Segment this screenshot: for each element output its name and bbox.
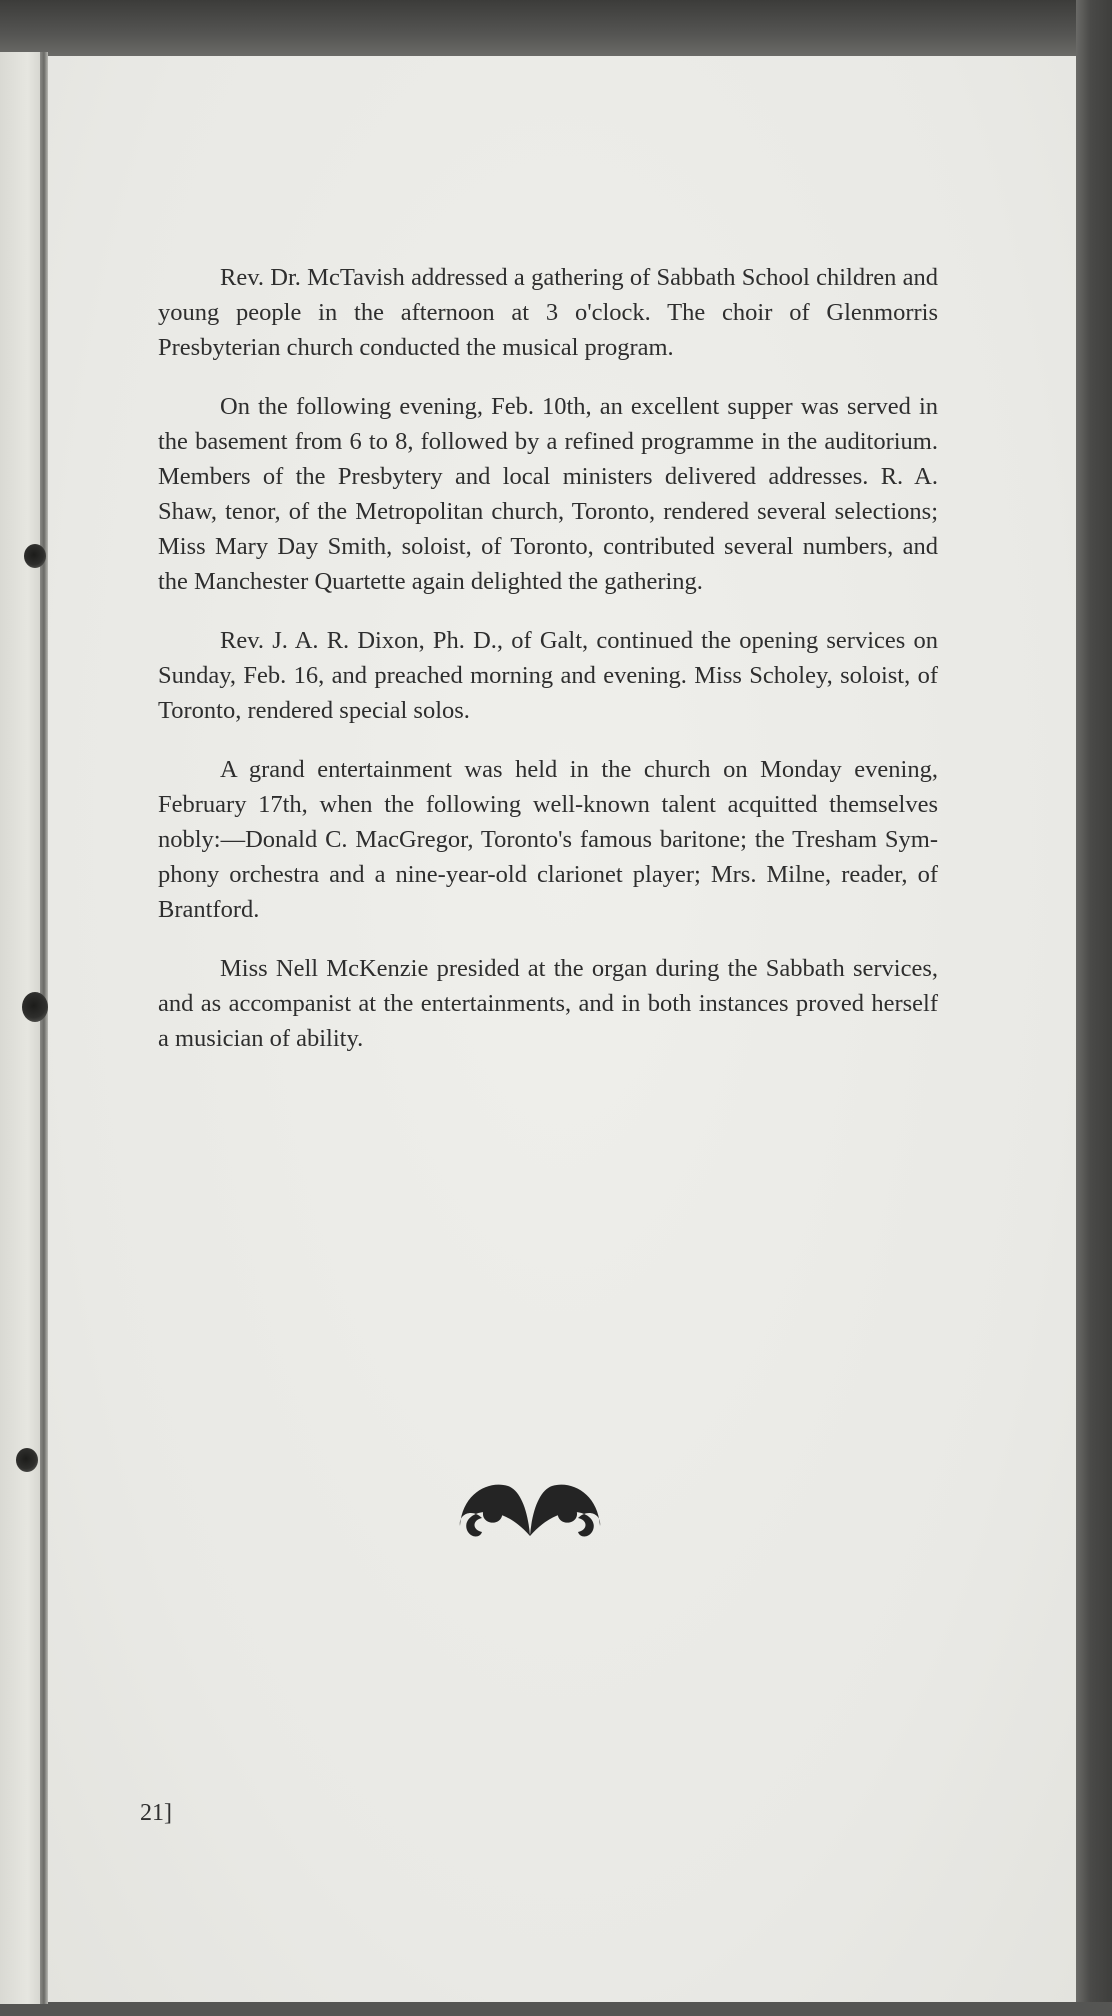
page-number: 21] [140,1800,172,1826]
paragraph: On the following evening, Feb. 10th, an excellent supper was served in the basement from 6 to 8, followed by a refined programme in the auditorium. Members of the Presbytery and local ministers delivered addresses. R. A. Shaw, tenor, of the Metropolitan church, Toronto, rendered several selections; Miss Mary Day Smith, soloist, of Toronto, contributed several numbers, and the Manchester Quartette again delighted the gathering. [158,393,938,595]
paragraph: Rev. Dr. McTavish addressed a gathering of Sabbath School children and young people in the afternoon at 3 o'clock. The choir of Glenmorris Presbyterian church conducted the musical program. [158,264,938,361]
paragraph: A grand entertainment was held in the church on Monday evening, February 17th, when the following well-known talent acquitted themselves nobly:—Donald C. MacGregor, Toronto's famous baritone; the Tresham Symphony orchestra and a nine-year-old clarionet player; Mrs. Milne, reader, of Brantford. [158,756,938,923]
scan-border-bottom [0,2002,1112,2016]
scan-border-top [0,0,1112,60]
binding-gutter [40,52,48,2004]
fleuron-ornament-icon [458,1470,602,1540]
paragraph: Rev. J. A. R. Dixon, Ph. D., of Galt, continued the opening services on Sunday, Feb. 16, and preached morning and evening. Miss Scholey, soloist, of Toronto, rendered special solos. [158,627,938,724]
paragraph: Miss Nell McKenzie presided at the organ during the Sabbath services, and as accompanist at the entertainments, and in both instances proved herself a musician of ability. [158,955,938,1052]
scan-border-right [1076,0,1112,2016]
binding-hole-icon [16,1448,38,1472]
binding-hole-icon [22,992,48,1022]
body-text [158,260,938,1080]
binding-hole-icon [24,544,46,568]
